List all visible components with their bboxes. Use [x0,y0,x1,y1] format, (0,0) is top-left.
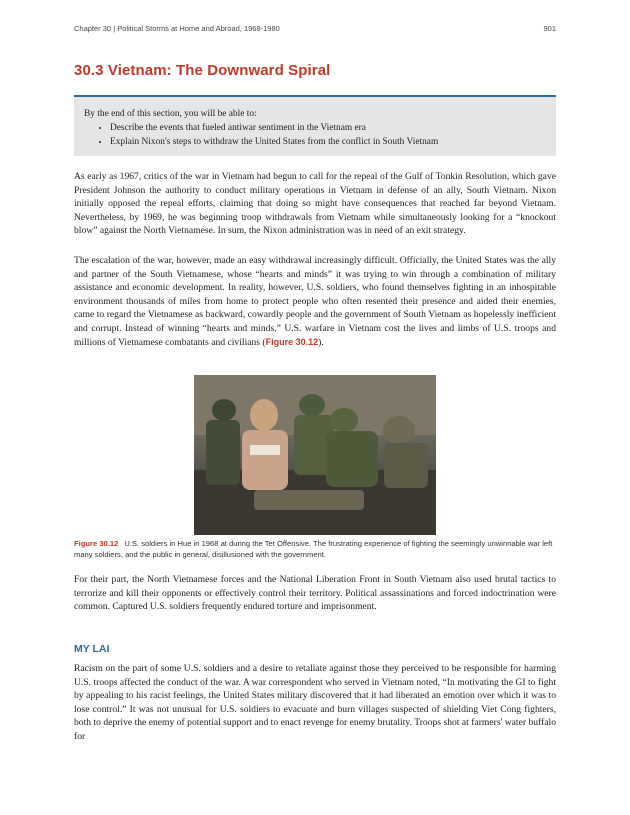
running-header [74,24,556,33]
objective-item: • Describe the events that fueled antiwar sentiment in the Vietnam era [110,121,546,135]
chapter-title: Chapter 30 | Political Storms at Home and Abroad, 1968-1980 [74,24,280,33]
soldiers-photo-image [194,375,436,535]
objectives-intro: By the end of this section, you will be able to: [84,109,257,119]
learning-objectives-box [74,95,556,156]
body-paragraph: As early as 1967, critics of the war in Vietnam had begun to call for the repeal of the Gulf of Tonkin Resolution, which gave President Johnson the authority to conduct military operations in Vietnam in defense of an ally, South Vietnam. Nixon initially opposed the repeal efforts, claiming that doing so might have consequences that reached far beyond Vietnam. Nevertheless, by 1969, he was beginning troop withdrawals from Vietnam while simultaneously looking for a “knockout blow” against the North Vietnamese. In sum, the Nixon administration was in need of an exit strategy. [74,171,556,237]
section-title: 30.3 Vietnam: The Downward Spiral [74,62,331,79]
figure-caption-text: U.S. soldiers in Hue in 1968 at during the Tet Offensive. The frustrating experience of fighting the seemingly unwinnable war left many soldiers, and the public in general, disillusioned with the government. [74,539,553,559]
body-paragraph: For their part, the North Vietnamese forces and the National Liberation Front in South Vietnam also used brutal tactics to terrorize and kill their opponents or effectively control their territory. Political assassinations and forced indoctrination were common. Captured U.S. soldiers frequently endured torture and imprisonment. [74,574,556,613]
paragraph-text: The escalation of the war, however, made an easy withdrawal increasingly difficult. Officially, the United States was the ally and partner of the South Vietnamese, whose “hearts and minds” it was trying to win through a combination of military assistance and economic development. In reality, however, U.S. soldiers, who found themselves fighting in an inhospitable environment thousands of miles from home to protect people who often resented their presence and aided their enemies, came to regard the Vietnamese as backward, cowardly people and the government of South Vietnam as hopelessly inefficient and corrupt. Instead of winning “hearts and minds,” U.S. warfare in Vietnam cost the lives and limbs of U.S. troops and millions of Vietnamese combatants and civilians ( [74,255,556,348]
figure-photo [194,375,436,535]
objectives-list [84,121,546,149]
figure-label: Figure 30.12 [74,539,119,548]
figure-caption [74,538,556,560]
objective-item: • Explain Nixon's steps to withdraw the United States from the conflict in South Vietnam [110,135,546,149]
body-paragraph: Racism on the part of some U.S. soldiers and a desire to retaliate against those they perceived to be responsible for harming U.S. troops affected the conduct of the war. A war correspondent who served in Vietnam noted, “In motivating the GI to fight by appealing to his racist feelings, the United States military discovered that it had liberated an emotion over which it was to lose control.” It was not unusual for U.S. soldiers to evacuate and burn villages suspected of shielding Viet Cong fighters, both to deprive the enemy of potential support and to enact revenge for enemy brutality. Troops shot at farmers' water buffalo for [74,663,556,742]
page-number: 901 [543,24,556,33]
subheading: MY LAI [74,643,110,655]
body-paragraph [74,254,556,349]
figure-reference-link[interactable]: Figure 30.12 [265,336,319,347]
paragraph-text-end: ). [318,336,324,348]
